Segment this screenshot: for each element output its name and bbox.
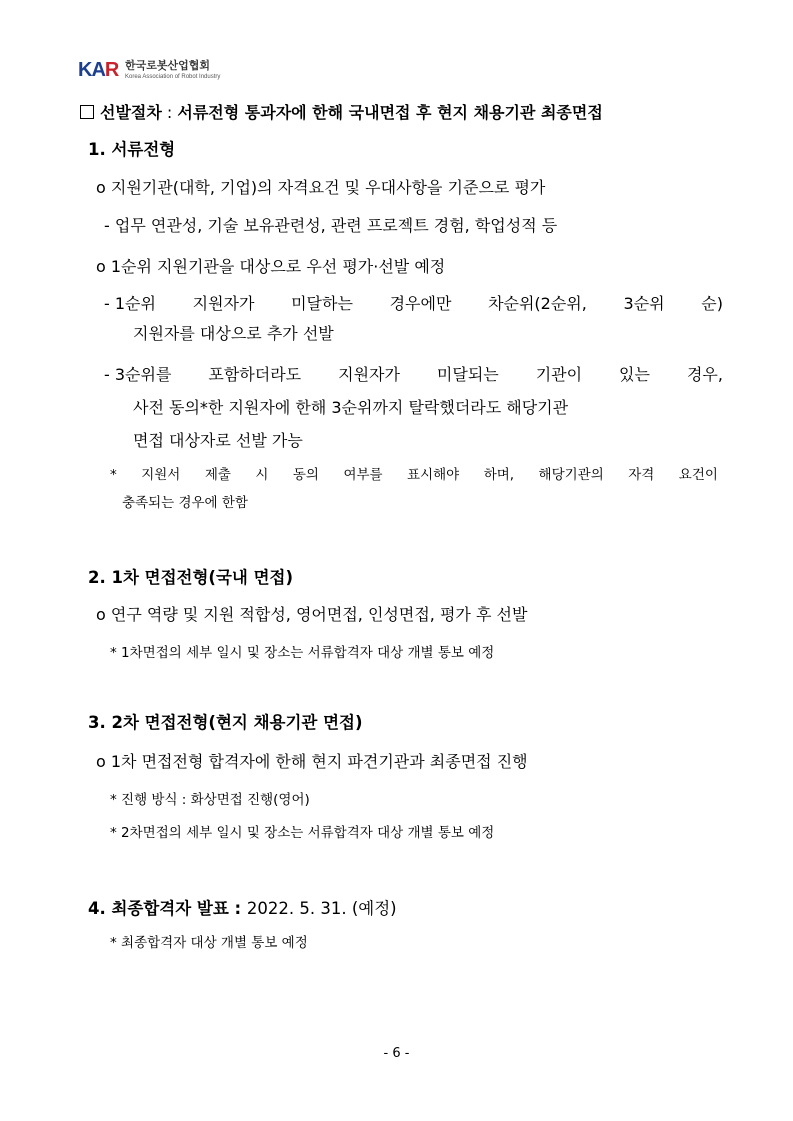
section-1-detail-3-line-2: 사전 동의*한 지원자에 한해 3순위까지 탈락했더라도 해당기관 — [133, 398, 569, 417]
logo-english-name: Korea Association of Robot Industry — [125, 74, 221, 80]
section-3-bullet-1: o 1차 면접전형 합격자에 한해 현지 파견기관과 최종면접 진행 — [96, 752, 528, 771]
page-number: - 6 - — [383, 1046, 410, 1061]
logo-mark: KAR — [78, 59, 119, 81]
procedure-label: 선발절차 — [100, 103, 162, 122]
section-1-detail-2-cont: 지원자를 대상으로 추가 선발 — [133, 324, 334, 343]
announcement-date: 2022. 5. 31. (예정) — [246, 899, 397, 918]
section-1-detail-3: - 3순위를 포함하더라도 지원자가 미달되는 기관이 있는 경우, — [104, 365, 723, 384]
section-4-note-1: * 최종합격자 대상 개별 통보 예정 — [110, 935, 308, 951]
section-1-bullet-2: o 1순위 지원기관을 대상으로 우선 평가·선발 예정 — [96, 257, 446, 276]
section-1-bullet-1: o 지원기관(대학, 기업)의 자격요건 및 우대사항을 기준으로 평가 — [96, 178, 546, 197]
section-3-note-1: * 진행 방식 : 화상면접 진행(영어) — [110, 792, 310, 808]
procedure-text: 서류전형 통과자에 한해 국내면접 후 현지 채용기관 최종면접 — [177, 103, 603, 122]
logo-korean-name: 한국로봇산업협회 — [125, 59, 211, 72]
section-1-note: * 지원서 제출 시 동의 여부를 표시해야 하며, 해당기관의 자격 요건이 — [110, 467, 718, 483]
section-1-note-cont: 충족되는 경우에 한함 — [122, 495, 248, 511]
section-3-note-2: * 2차면접의 세부 일시 및 장소는 서류합격자 대상 개별 통보 예정 — [110, 825, 495, 841]
section-1-detail-2: - 1순위 지원자가 미달하는 경우에만 차순위(2순위, 3순위 순) — [104, 294, 723, 313]
selection-procedure-line: 선발절차 : 서류전형 통과자에 한해 국내면접 후 현지 채용기관 최종면접 — [80, 102, 603, 124]
section-1-detail-1: - 업무 연관성, 기술 보유관련성, 관련 프로젝트 경험, 학업성적 등 — [104, 216, 558, 235]
section-1-heading: 1. 서류전형 — [88, 140, 176, 159]
section-2-note-1: * 1차면접의 세부 일시 및 장소는 서류합격자 대상 개별 통보 예정 — [110, 645, 495, 661]
section-3-heading: 3. 2차 면접전형(현지 채용기관 면접) — [88, 713, 363, 732]
section-2-bullet-1: o 연구 역량 및 지원 적합성, 영어면접, 인성면접, 평가 후 선발 — [96, 605, 528, 624]
checkbox-square-icon — [80, 105, 94, 119]
section-2-heading: 2. 1차 면접전형(국내 면접) — [88, 568, 293, 587]
section-1-detail-3-line-3: 면접 대상자로 선발 가능 — [133, 431, 303, 450]
section-4-heading: 4. 최종합격자 발표 : 2022. 5. 31. (예정) — [88, 899, 397, 918]
